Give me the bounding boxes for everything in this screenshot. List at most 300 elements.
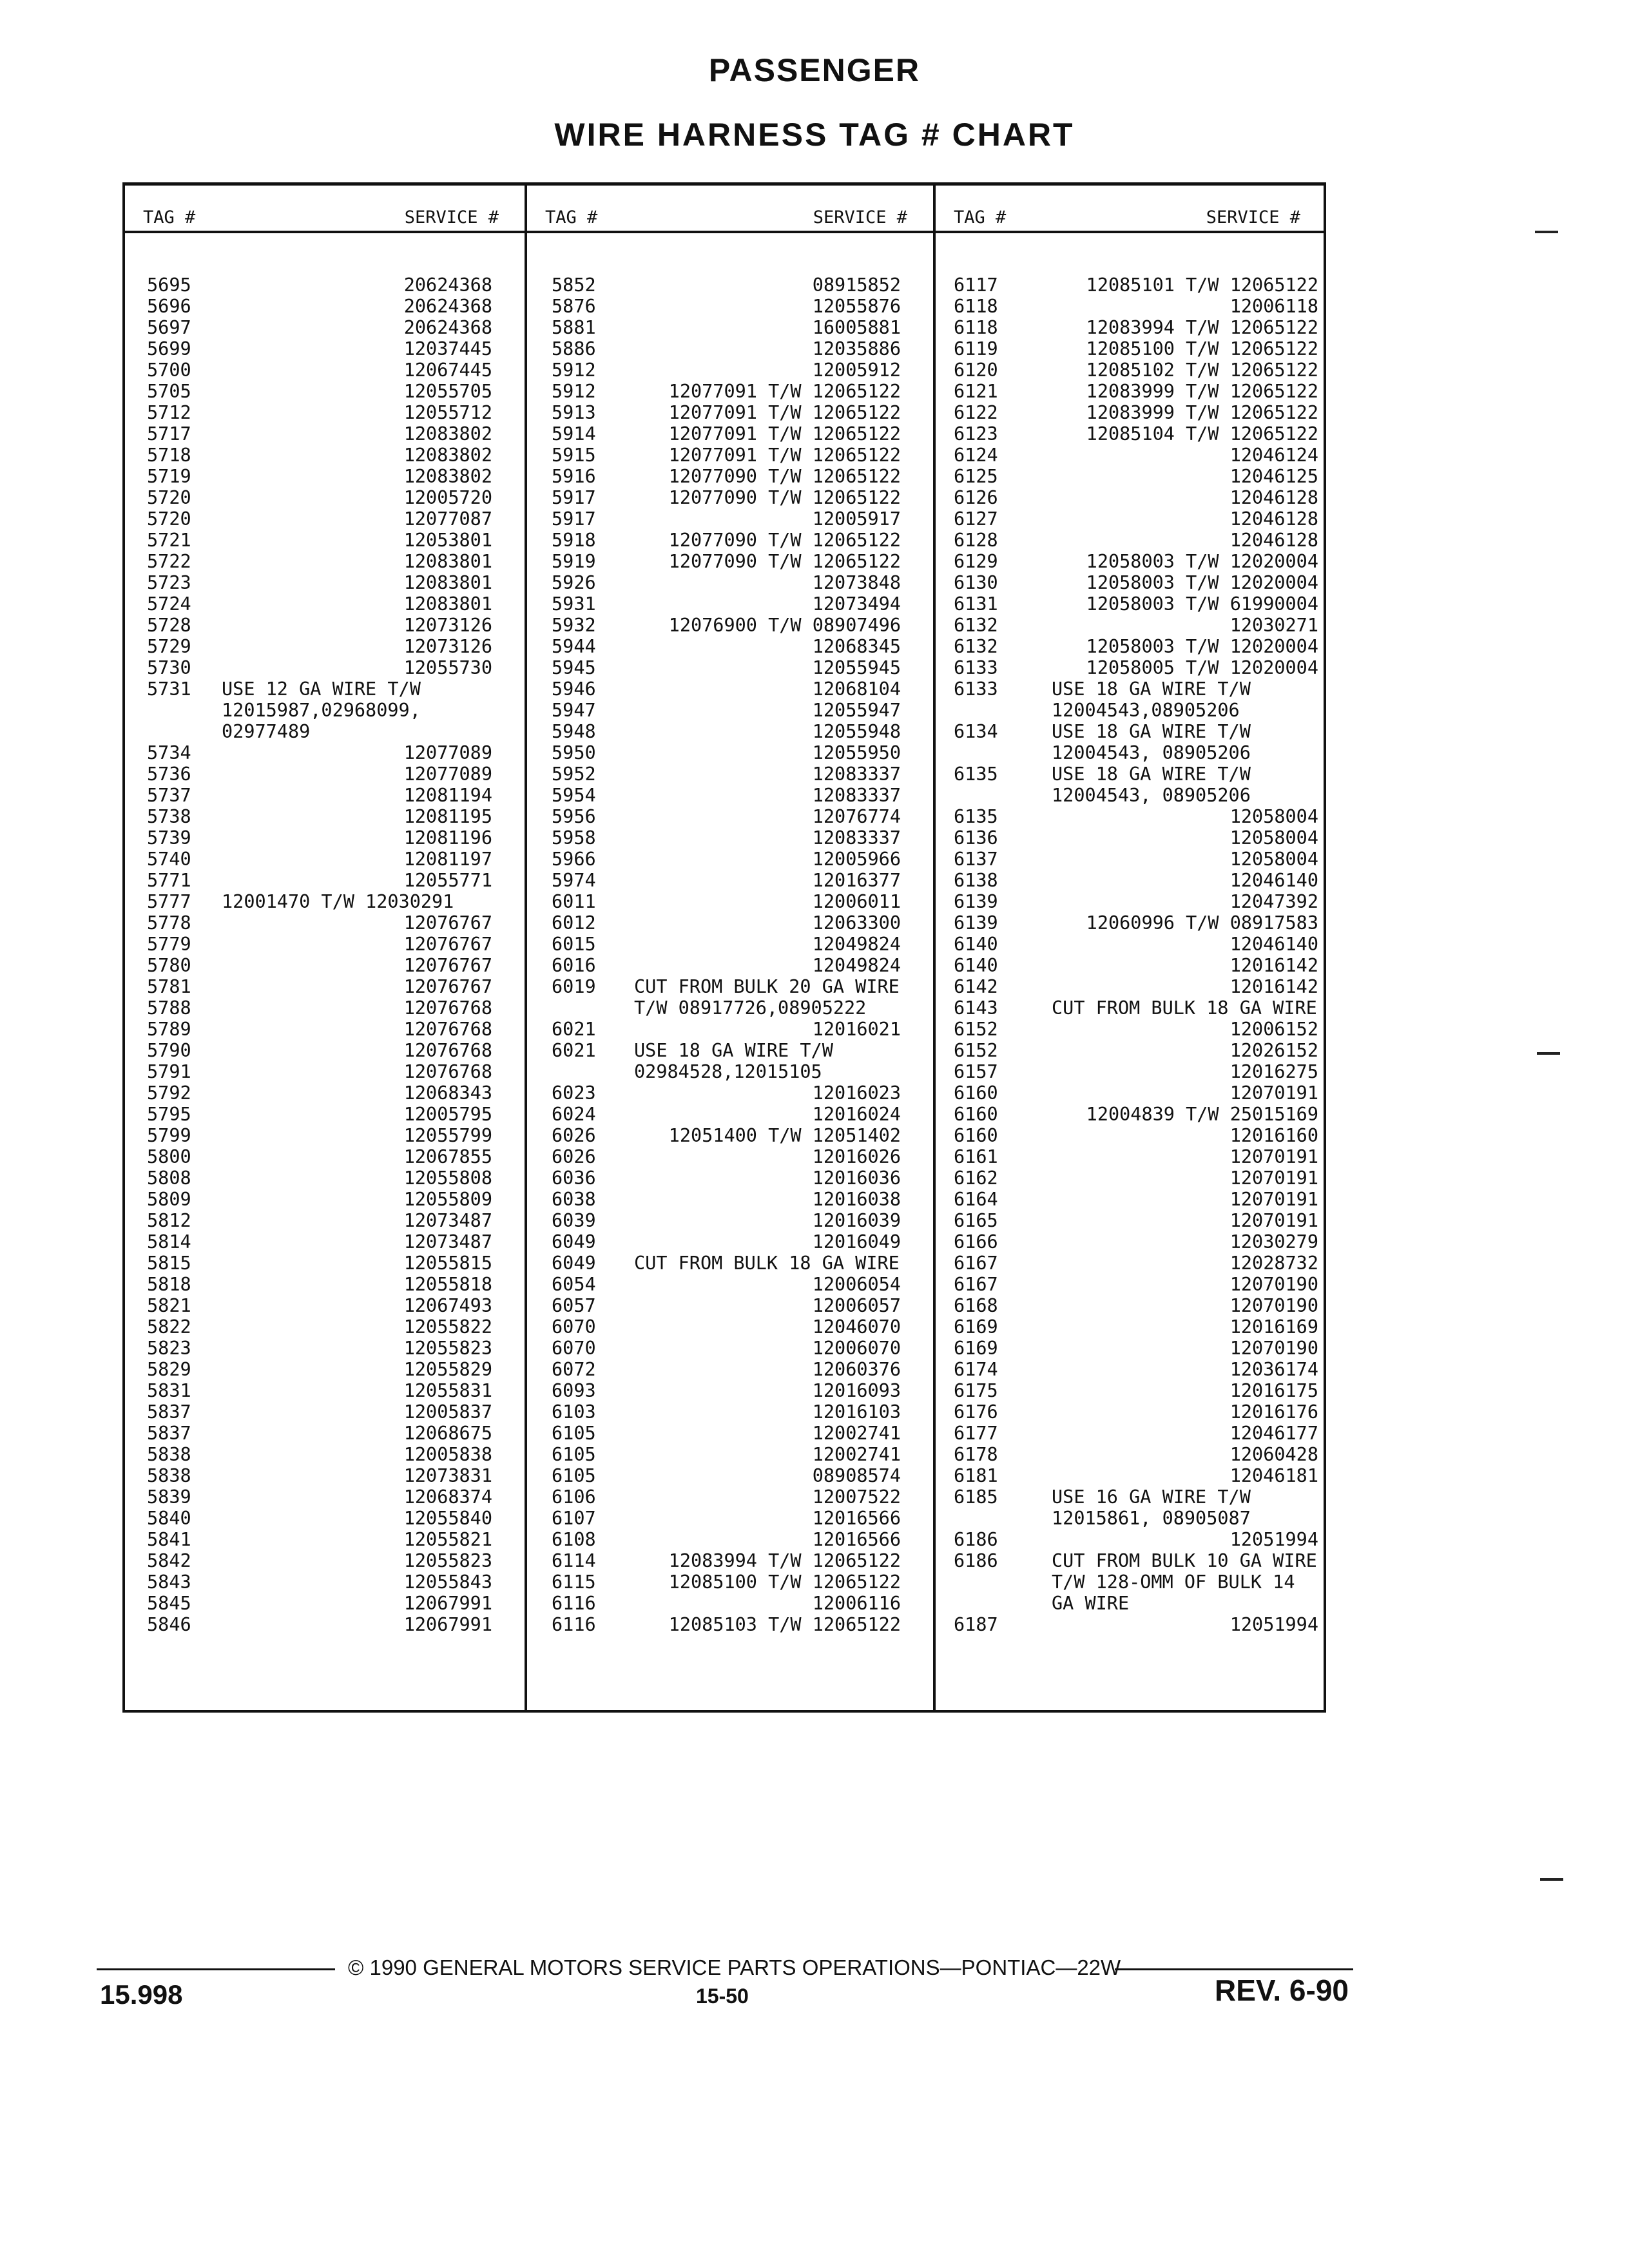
table-row bbox=[125, 296, 525, 317]
service-number: 12004543,08905206 bbox=[1052, 700, 1240, 721]
table-row bbox=[527, 912, 933, 934]
tag-header: TAG # bbox=[545, 207, 598, 227]
tag-number: 6118 bbox=[954, 317, 998, 338]
service-number: 12016024 bbox=[812, 1104, 901, 1125]
service-number: 12067855 bbox=[403, 1146, 492, 1168]
tag-number: 5697 bbox=[147, 317, 191, 338]
table-row bbox=[125, 1401, 525, 1423]
table-row bbox=[936, 593, 1326, 615]
tag-number: 5837 bbox=[147, 1423, 191, 1444]
tag-number: 5944 bbox=[552, 636, 596, 657]
service-number: T/W 08917726,08905222 bbox=[634, 997, 867, 1019]
tag-number: 6106 bbox=[552, 1486, 596, 1508]
service-number: 12046070 bbox=[812, 1316, 901, 1338]
service-number: 12055821 bbox=[403, 1529, 492, 1550]
page-title: PASSENGER bbox=[708, 52, 921, 88]
table-row bbox=[125, 721, 525, 742]
footer-rule-left bbox=[97, 1968, 335, 1970]
service-number: 12076768 bbox=[403, 997, 492, 1019]
tag-number: 5912 bbox=[552, 381, 596, 402]
tag-number: 6023 bbox=[552, 1082, 596, 1104]
table-row bbox=[527, 551, 933, 572]
table-row bbox=[527, 381, 933, 402]
table-row bbox=[527, 976, 933, 997]
service-number: USE 18 GA WIRE T/W bbox=[1052, 678, 1251, 700]
table-row bbox=[936, 721, 1326, 742]
table-row bbox=[527, 700, 933, 721]
service-number: 12076774 bbox=[812, 806, 901, 827]
tag-number: 6016 bbox=[552, 955, 596, 976]
tag-number: 5791 bbox=[147, 1061, 191, 1082]
service-number: 12083337 bbox=[812, 827, 901, 849]
tag-number: 5950 bbox=[552, 742, 596, 764]
tag-number: 6011 bbox=[552, 891, 596, 912]
service-number: GA WIRE bbox=[1052, 1593, 1130, 1614]
service-number: 12016023 bbox=[812, 1082, 901, 1104]
table-row bbox=[527, 1423, 933, 1444]
service-number: CUT FROM BULK 20 GA WIRE bbox=[634, 976, 900, 997]
table-row bbox=[936, 1189, 1326, 1210]
service-number: 12083337 bbox=[812, 764, 901, 785]
service-number: 12058004 bbox=[1229, 849, 1318, 870]
service-number: 12083999 T/W 12065122 bbox=[1086, 402, 1318, 423]
service-number: 12004839 T/W 25015169 bbox=[1086, 1104, 1318, 1125]
service-number: USE 18 GA WIRE T/W bbox=[1052, 764, 1251, 785]
table-row bbox=[527, 1529, 933, 1550]
table-row bbox=[936, 1082, 1326, 1104]
tag-number: 6093 bbox=[552, 1380, 596, 1401]
tag-number: 5800 bbox=[147, 1146, 191, 1168]
tag-number: 6132 bbox=[954, 636, 998, 657]
tag-number: 5792 bbox=[147, 1082, 191, 1104]
service-number: 12067445 bbox=[403, 360, 492, 381]
table-row bbox=[936, 1444, 1326, 1465]
service-number: 12055843 bbox=[403, 1571, 492, 1593]
tag-number: 6118 bbox=[954, 296, 998, 317]
service-number: 12005720 bbox=[403, 487, 492, 508]
tag-number: 6120 bbox=[954, 360, 998, 381]
service-number: 12005838 bbox=[403, 1444, 492, 1465]
tag-number: 6125 bbox=[954, 466, 998, 487]
table-row bbox=[527, 678, 933, 700]
service-number: 12055831 bbox=[403, 1380, 492, 1401]
tag-number: 6152 bbox=[954, 1040, 998, 1061]
tag-number: 6165 bbox=[954, 1210, 998, 1231]
service-number: 08908574 bbox=[812, 1465, 901, 1486]
service-number: 12055730 bbox=[403, 657, 492, 678]
tag-number: 6167 bbox=[954, 1274, 998, 1295]
service-number: 12016038 bbox=[812, 1189, 901, 1210]
service-number: 12055818 bbox=[403, 1274, 492, 1295]
table-row bbox=[936, 1316, 1326, 1338]
tag-number: 5729 bbox=[147, 636, 191, 657]
service-number: 12058003 T/W 61990004 bbox=[1086, 593, 1318, 615]
tag-number: 5926 bbox=[552, 572, 596, 593]
service-header: SERVICE # bbox=[813, 207, 907, 227]
table-row bbox=[936, 530, 1326, 551]
service-number: USE 18 GA WIRE T/W bbox=[634, 1040, 833, 1061]
table-row bbox=[527, 1061, 933, 1082]
service-number: 12006152 bbox=[1229, 1019, 1318, 1040]
tag-number: 5789 bbox=[147, 1019, 191, 1040]
tag-number: 6070 bbox=[552, 1338, 596, 1359]
table-row bbox=[936, 742, 1326, 764]
service-number: 12016026 bbox=[812, 1146, 901, 1168]
tag-number: 5914 bbox=[552, 423, 596, 445]
service-number: 12073487 bbox=[403, 1210, 492, 1231]
table-row bbox=[527, 317, 933, 338]
tag-number: 5917 bbox=[552, 487, 596, 508]
service-number: 12016039 bbox=[812, 1210, 901, 1231]
table-row bbox=[125, 785, 525, 806]
column-rows bbox=[936, 274, 1326, 1635]
service-number: 12070190 bbox=[1229, 1338, 1318, 1359]
tag-number: 5838 bbox=[147, 1444, 191, 1465]
service-number: 12047392 bbox=[1229, 891, 1318, 912]
tag-number: 6157 bbox=[954, 1061, 998, 1082]
table-row bbox=[125, 381, 525, 402]
table-row bbox=[936, 317, 1326, 338]
service-number: 12076767 bbox=[403, 955, 492, 976]
service-number: 12073126 bbox=[403, 615, 492, 636]
tag-number: 6134 bbox=[954, 721, 998, 742]
table-row bbox=[527, 1614, 933, 1635]
tag-number: 5958 bbox=[552, 827, 596, 849]
tag-number: 5823 bbox=[147, 1338, 191, 1359]
service-number: 12085103 T/W 12065122 bbox=[668, 1614, 901, 1635]
tag-number: 6124 bbox=[954, 445, 998, 466]
table-row bbox=[527, 1465, 933, 1486]
table-row bbox=[527, 657, 933, 678]
table-row bbox=[527, 508, 933, 530]
tag-number: 5719 bbox=[147, 466, 191, 487]
table-row bbox=[125, 997, 525, 1019]
table-row bbox=[527, 827, 933, 849]
service-number: 12055771 bbox=[403, 870, 492, 891]
table-row bbox=[527, 360, 933, 381]
tag-number: 6139 bbox=[954, 891, 998, 912]
tag-number: 6186 bbox=[954, 1529, 998, 1550]
table-row bbox=[125, 593, 525, 615]
table-row bbox=[527, 487, 933, 508]
service-number: 12076900 T/W 08907496 bbox=[668, 615, 901, 636]
page-number-center: 15-50 bbox=[696, 1984, 749, 2008]
tag-number: 5954 bbox=[552, 785, 596, 806]
service-number: 12083337 bbox=[812, 785, 901, 806]
tag-number: 6039 bbox=[552, 1210, 596, 1231]
table-row bbox=[527, 849, 933, 870]
service-number: 12083802 bbox=[403, 423, 492, 445]
tag-number: 6054 bbox=[552, 1274, 596, 1295]
revision-label: REV. 6-90 bbox=[1215, 1974, 1349, 2007]
service-number: 12016566 bbox=[812, 1508, 901, 1529]
table-row bbox=[527, 742, 933, 764]
service-number: 12070191 bbox=[1229, 1146, 1318, 1168]
service-number: 12076767 bbox=[403, 912, 492, 934]
tag-number: 6116 bbox=[552, 1593, 596, 1614]
table-row bbox=[527, 274, 933, 296]
tag-number: 5718 bbox=[147, 445, 191, 466]
tag-number: 6135 bbox=[954, 764, 998, 785]
tag-number: 5886 bbox=[552, 338, 596, 360]
service-number: 12016169 bbox=[1229, 1316, 1318, 1338]
table-row bbox=[936, 827, 1326, 849]
service-number: 12049824 bbox=[812, 934, 901, 955]
tag-number: 5790 bbox=[147, 1040, 191, 1061]
table-row bbox=[527, 1040, 933, 1061]
tag-number: 5788 bbox=[147, 997, 191, 1019]
table-row bbox=[125, 870, 525, 891]
table-row bbox=[527, 1125, 933, 1146]
tag-number: 6143 bbox=[954, 997, 998, 1019]
service-number: 12055705 bbox=[403, 381, 492, 402]
table-row bbox=[527, 1359, 933, 1380]
table-row bbox=[125, 508, 525, 530]
tag-number: 6019 bbox=[552, 976, 596, 997]
tag-number: 6038 bbox=[552, 1189, 596, 1210]
column-header bbox=[527, 186, 933, 233]
column-rows bbox=[125, 274, 525, 1635]
table-row bbox=[527, 530, 933, 551]
table-row bbox=[936, 1210, 1326, 1231]
tag-number: 6012 bbox=[552, 912, 596, 934]
table-row bbox=[527, 1316, 933, 1338]
tag-header: TAG # bbox=[954, 207, 1007, 227]
service-number: 12081196 bbox=[403, 827, 492, 849]
table-row bbox=[936, 1040, 1326, 1061]
tag-number: 5821 bbox=[147, 1295, 191, 1316]
table-row bbox=[527, 1401, 933, 1423]
table-row bbox=[936, 1295, 1326, 1316]
tag-number: 6114 bbox=[552, 1550, 596, 1571]
tag-number: 5913 bbox=[552, 402, 596, 423]
service-number: 12060996 T/W 08917583 bbox=[1086, 912, 1318, 934]
tag-number: 5809 bbox=[147, 1189, 191, 1210]
table-row bbox=[936, 615, 1326, 636]
edge-tick-mark bbox=[1537, 1052, 1560, 1055]
table-row bbox=[527, 1146, 933, 1168]
tag-number: 6126 bbox=[954, 487, 998, 508]
service-number: 12068104 bbox=[812, 678, 901, 700]
table-row bbox=[936, 891, 1326, 912]
table-row bbox=[936, 508, 1326, 530]
table-row bbox=[125, 551, 525, 572]
tag-number: 5956 bbox=[552, 806, 596, 827]
table-row bbox=[125, 1550, 525, 1571]
tag-number: 5932 bbox=[552, 615, 596, 636]
service-number: 12055876 bbox=[812, 296, 901, 317]
table-row bbox=[936, 1614, 1326, 1635]
table-row bbox=[936, 1571, 1326, 1593]
service-number: USE 16 GA WIRE T/W bbox=[1052, 1486, 1251, 1508]
tag-number: 6161 bbox=[954, 1146, 998, 1168]
service-number: 12076767 bbox=[403, 934, 492, 955]
tag-number: 5799 bbox=[147, 1125, 191, 1146]
service-number: 12085100 T/W 12065122 bbox=[668, 1571, 901, 1593]
tag-number: 5730 bbox=[147, 657, 191, 678]
table-row bbox=[527, 402, 933, 423]
table-row bbox=[527, 870, 933, 891]
table-row bbox=[936, 572, 1326, 593]
tag-number: 6119 bbox=[954, 338, 998, 360]
table-row bbox=[527, 1019, 933, 1040]
table-row bbox=[125, 1444, 525, 1465]
service-number: 12070191 bbox=[1229, 1082, 1318, 1104]
service-number: 12055823 bbox=[403, 1550, 492, 1571]
service-number: 12037445 bbox=[403, 338, 492, 360]
tag-number: 5705 bbox=[147, 381, 191, 402]
table-row bbox=[125, 1104, 525, 1125]
service-number: 12035886 bbox=[812, 338, 901, 360]
table-row bbox=[936, 678, 1326, 700]
table-row bbox=[125, 1210, 525, 1231]
service-number: 12016176 bbox=[1229, 1401, 1318, 1423]
tag-number: 5974 bbox=[552, 870, 596, 891]
service-number: 12055840 bbox=[403, 1508, 492, 1529]
service-number: 12028732 bbox=[1229, 1253, 1318, 1274]
tag-number: 5736 bbox=[147, 764, 191, 785]
service-number: 12055822 bbox=[403, 1316, 492, 1338]
service-number: 12046181 bbox=[1229, 1465, 1318, 1486]
service-number: 12081194 bbox=[403, 785, 492, 806]
table-row bbox=[936, 976, 1326, 997]
table-row bbox=[527, 764, 933, 785]
service-number: 12005795 bbox=[403, 1104, 492, 1125]
tag-number: 6169 bbox=[954, 1338, 998, 1359]
service-number: 12068343 bbox=[403, 1082, 492, 1104]
tag-number: 6160 bbox=[954, 1104, 998, 1125]
table-row bbox=[936, 381, 1326, 402]
tag-number: 6026 bbox=[552, 1146, 596, 1168]
tag-number: 5876 bbox=[552, 296, 596, 317]
service-number: 12016275 bbox=[1229, 1061, 1318, 1082]
service-number: 12001470 T/W 12030291 bbox=[222, 891, 454, 912]
service-number: 12004543, 08905206 bbox=[1052, 742, 1251, 764]
service-number: 08915852 bbox=[812, 274, 901, 296]
table-row bbox=[527, 423, 933, 445]
service-number: 12006057 bbox=[812, 1295, 901, 1316]
table-row bbox=[527, 806, 933, 827]
table-row bbox=[936, 1359, 1326, 1380]
service-number: 12006011 bbox=[812, 891, 901, 912]
service-number: 12030279 bbox=[1229, 1231, 1318, 1253]
table-row bbox=[125, 338, 525, 360]
service-header: SERVICE # bbox=[404, 207, 499, 227]
tag-number: 6133 bbox=[954, 657, 998, 678]
service-number: 12055947 bbox=[812, 700, 901, 721]
service-number: 12006116 bbox=[812, 1593, 901, 1614]
tag-number: 5778 bbox=[147, 912, 191, 934]
table-row bbox=[125, 891, 525, 912]
service-number: 12055799 bbox=[403, 1125, 492, 1146]
service-number: 12005917 bbox=[812, 508, 901, 530]
service-number: 12006070 bbox=[812, 1338, 901, 1359]
tag-number: 6105 bbox=[552, 1423, 596, 1444]
tag-number: 5852 bbox=[552, 274, 596, 296]
service-number: 12016175 bbox=[1229, 1380, 1318, 1401]
tag-number: 6107 bbox=[552, 1508, 596, 1529]
tag-number: 5731 bbox=[147, 678, 191, 700]
table-row bbox=[936, 296, 1326, 317]
tag-number: 5831 bbox=[147, 1380, 191, 1401]
tag-number: 5777 bbox=[147, 891, 191, 912]
table-row bbox=[936, 1146, 1326, 1168]
service-number: 12077091 T/W 12065122 bbox=[668, 445, 901, 466]
tag-number: 6103 bbox=[552, 1401, 596, 1423]
table-row bbox=[936, 1423, 1326, 1444]
tag-number: 6152 bbox=[954, 1019, 998, 1040]
service-number: 12083994 T/W 12065122 bbox=[668, 1550, 901, 1571]
tag-number: 6160 bbox=[954, 1082, 998, 1104]
table-row bbox=[125, 1338, 525, 1359]
service-number: 12076767 bbox=[403, 976, 492, 997]
service-number: 12068374 bbox=[403, 1486, 492, 1508]
tag-number: 5952 bbox=[552, 764, 596, 785]
tag-number: 5919 bbox=[552, 551, 596, 572]
tag-number: 5720 bbox=[147, 487, 191, 508]
tag-number: 6130 bbox=[954, 572, 998, 593]
service-number: 12067991 bbox=[403, 1614, 492, 1635]
service-number: 12006054 bbox=[812, 1274, 901, 1295]
table-row bbox=[125, 1189, 525, 1210]
tag-number: 6176 bbox=[954, 1401, 998, 1423]
tag-number: 5712 bbox=[147, 402, 191, 423]
tag-number: 5724 bbox=[147, 593, 191, 615]
tag-number: 6132 bbox=[954, 615, 998, 636]
service-number: 12073848 bbox=[812, 572, 901, 593]
table-row bbox=[527, 338, 933, 360]
service-number: T/W 128-OMM OF BULK 14 bbox=[1052, 1571, 1295, 1593]
table-row bbox=[936, 636, 1326, 657]
table-row bbox=[936, 764, 1326, 785]
table-row bbox=[125, 572, 525, 593]
tag-number: 5829 bbox=[147, 1359, 191, 1380]
tag-number: 5695 bbox=[147, 274, 191, 296]
table-row bbox=[125, 1274, 525, 1295]
table-row bbox=[936, 338, 1326, 360]
service-number: 12004543, 08905206 bbox=[1052, 785, 1251, 806]
chart-column-3 bbox=[933, 186, 1326, 1710]
table-row bbox=[936, 870, 1326, 891]
table-row bbox=[936, 1380, 1326, 1401]
table-row bbox=[527, 615, 933, 636]
tag-number: 6127 bbox=[954, 508, 998, 530]
table-row bbox=[527, 1550, 933, 1571]
table-row bbox=[936, 1465, 1326, 1486]
table-row bbox=[125, 827, 525, 849]
tag-number: 5728 bbox=[147, 615, 191, 636]
column-header bbox=[125, 186, 525, 233]
tag-number: 5780 bbox=[147, 955, 191, 976]
tag-number: 6162 bbox=[954, 1168, 998, 1189]
service-number: 12076768 bbox=[403, 1040, 492, 1061]
table-row bbox=[125, 423, 525, 445]
service-number: 02977489 bbox=[222, 721, 311, 742]
tag-number: 5739 bbox=[147, 827, 191, 849]
table-row bbox=[936, 785, 1326, 806]
tag-number: 5722 bbox=[147, 551, 191, 572]
table-row bbox=[936, 445, 1326, 466]
service-number: 12007522 bbox=[812, 1486, 901, 1508]
tag-number: 6122 bbox=[954, 402, 998, 423]
service-number: 12051994 bbox=[1229, 1529, 1318, 1550]
table-row bbox=[527, 1338, 933, 1359]
service-number: CUT FROM BULK 18 GA WIRE bbox=[634, 1253, 900, 1274]
table-row bbox=[527, 466, 933, 487]
table-row bbox=[125, 1614, 525, 1635]
service-number: 12067991 bbox=[403, 1593, 492, 1614]
service-number: 12015861, 08905087 bbox=[1052, 1508, 1251, 1529]
